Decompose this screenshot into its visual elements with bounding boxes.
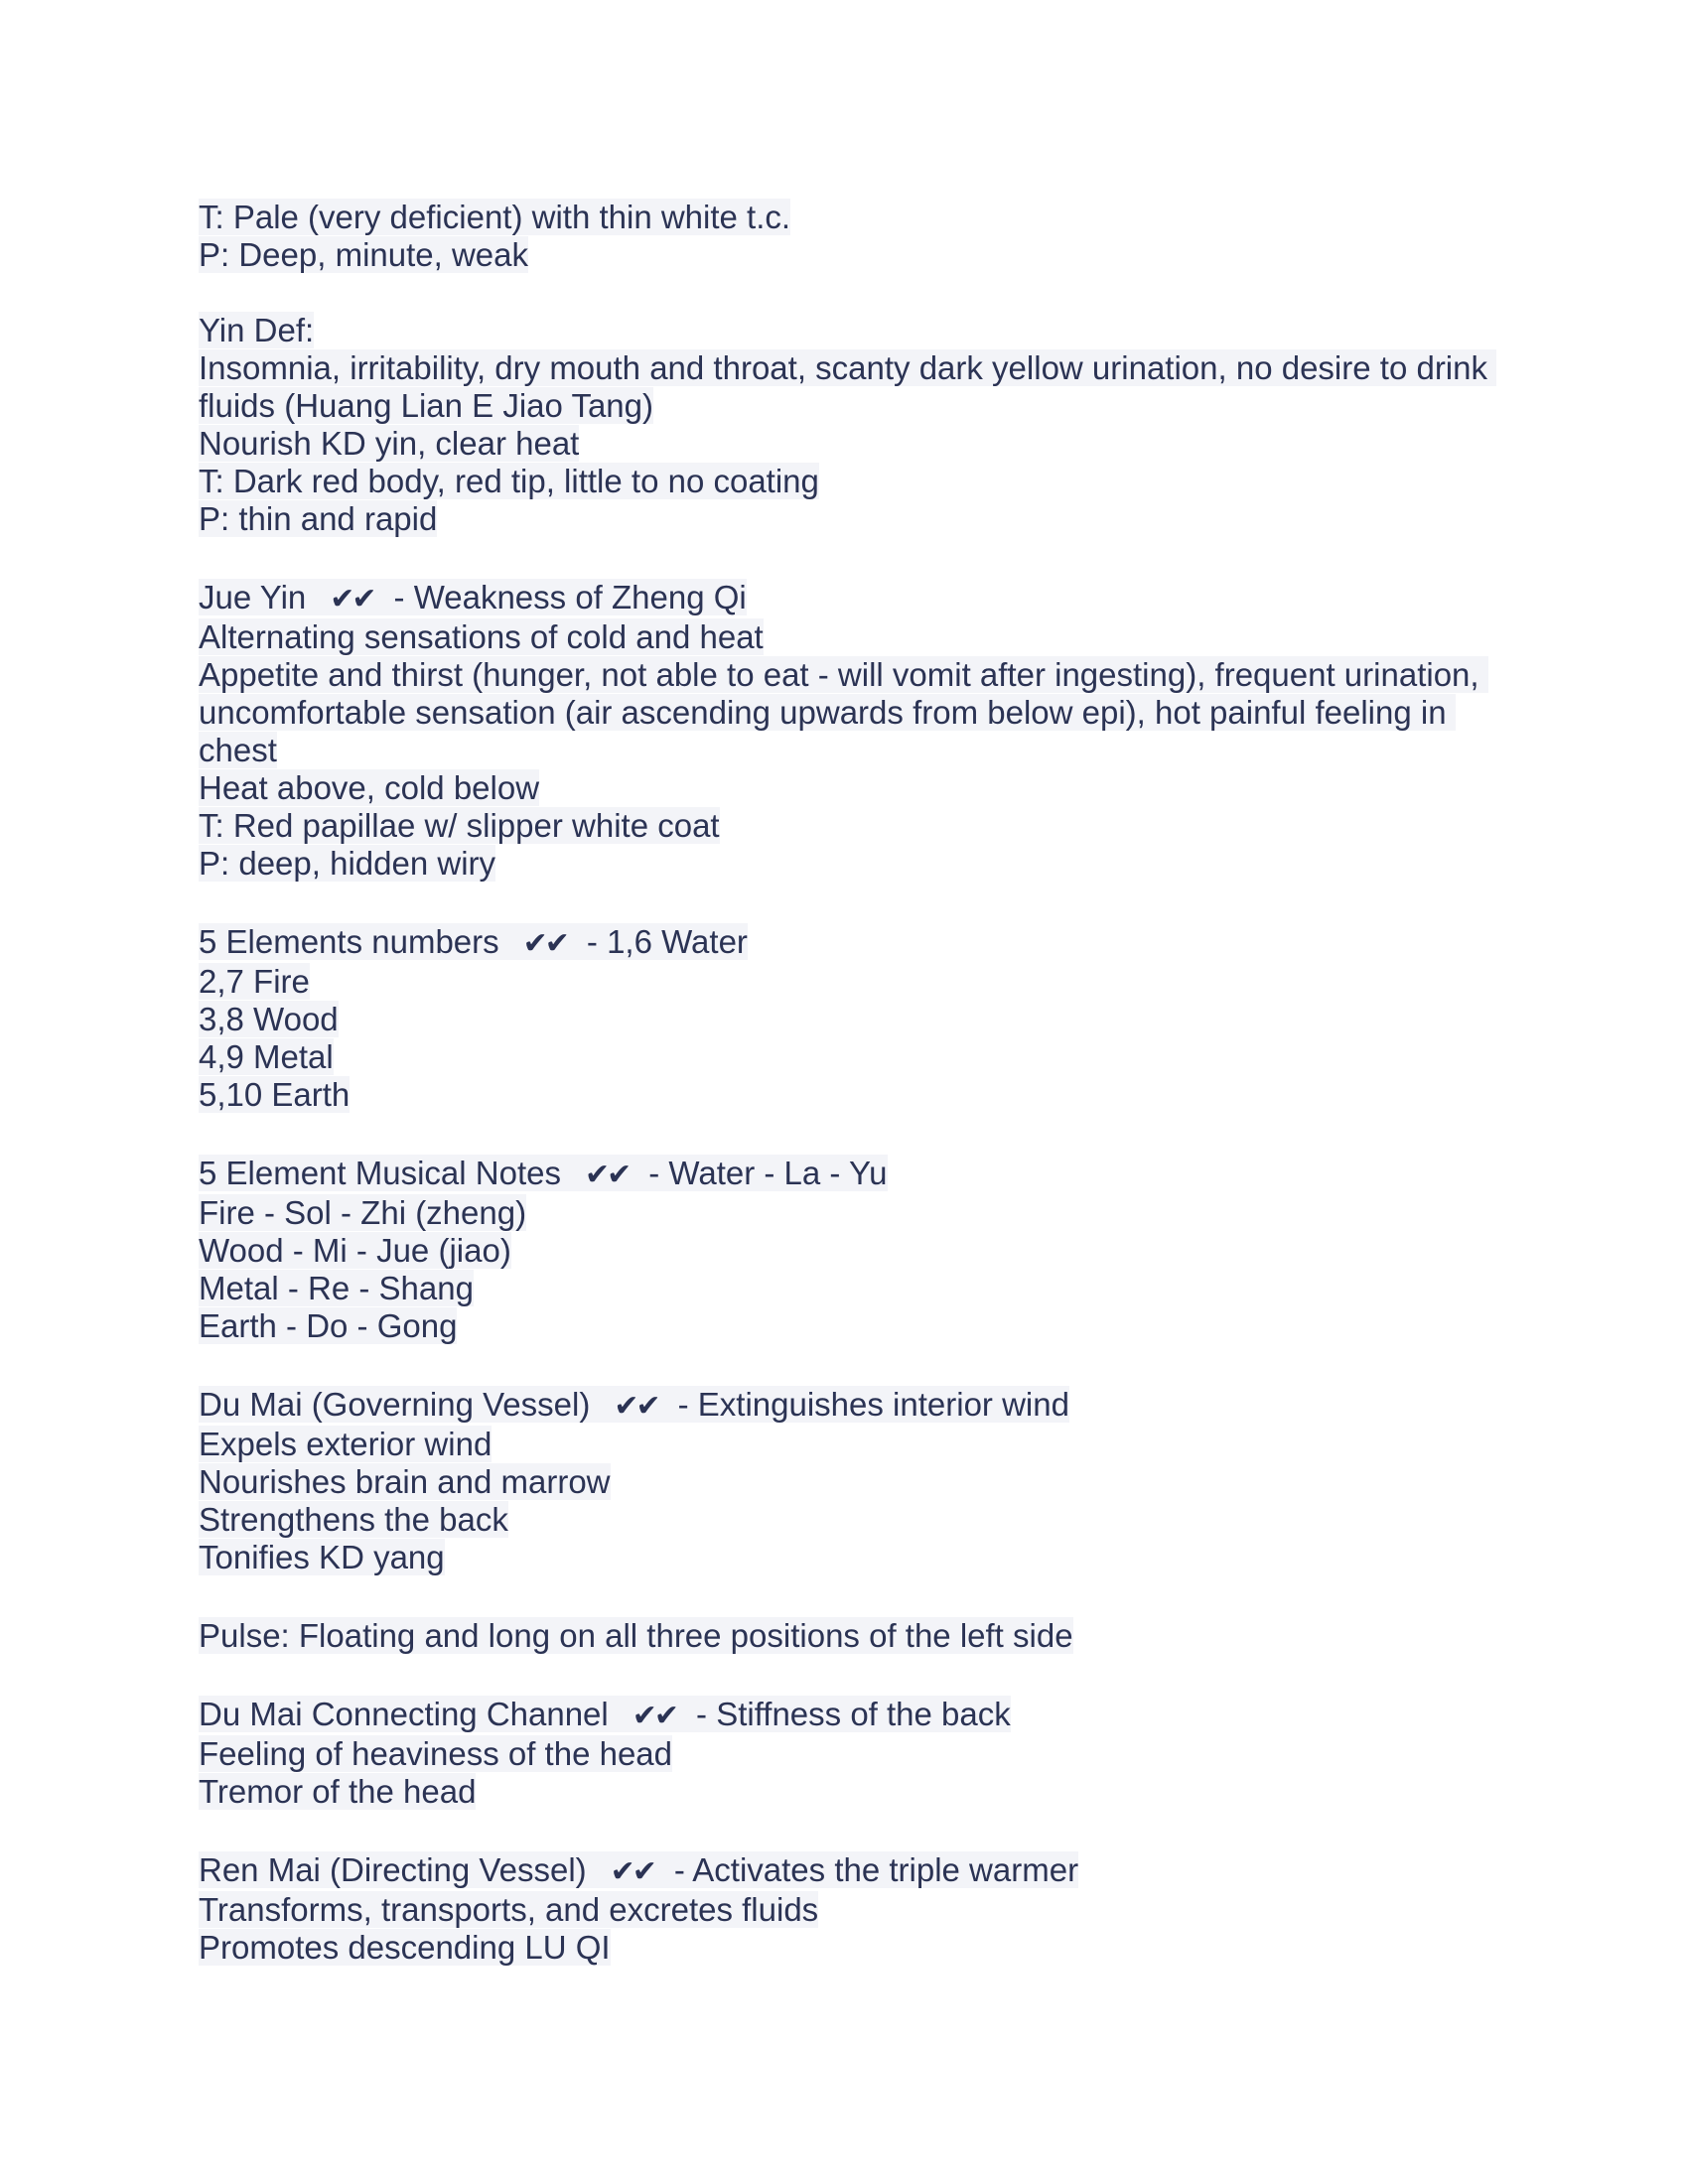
heading-line	[199, 1851, 1489, 1891]
text-line	[199, 463, 1489, 500]
text-line	[199, 1038, 1489, 1076]
spacer	[199, 1345, 1489, 1386]
five-notes-heading	[199, 1155, 888, 1191]
text-line	[199, 1307, 1489, 1345]
text-line	[199, 769, 1489, 807]
five-numbers-line-3: 4,9 Metal	[199, 1038, 334, 1075]
text-line	[199, 1194, 1489, 1232]
text-line	[199, 1891, 1489, 1929]
du-mai-line-2: Nourishes brain and marrow	[199, 1463, 611, 1500]
jue-yin-rest: - Weakness of Zheng Qi	[393, 579, 747, 615]
jue-yin-title: Jue Yin	[199, 579, 307, 615]
five-notes-line-3: Metal - Re - Shang	[199, 1270, 474, 1306]
document-body	[199, 199, 1497, 1967]
du-mai-conn-heading	[199, 1696, 1011, 1732]
du-mai-line-4: Tonifies KD yang	[199, 1539, 445, 1575]
text-line	[199, 807, 1489, 845]
jue-yin-line-5: P: deep, hidden wiry	[199, 845, 496, 882]
five-numbers-line-2: 3,8 Wood	[199, 1001, 339, 1037]
five-notes-title: 5 Element Musical Notes	[199, 1155, 561, 1191]
double-checkmark-icon: ✔✔	[584, 1158, 630, 1192]
section0-line-1: T: Pale (very deficient) with thin white t.c.	[199, 199, 791, 235]
spacer	[199, 274, 1489, 312]
five-numbers-rest: - 1,6 Water	[586, 923, 748, 960]
du-mai-line-1: Expels exterior wind	[199, 1426, 492, 1462]
five-numbers-line-4: 5,10 Earth	[199, 1076, 351, 1113]
text-line	[199, 1426, 1489, 1463]
du-mai-conn-line-1: Feeling of heaviness of the head	[199, 1735, 673, 1772]
yin-def-title: Yin Def:	[199, 312, 315, 348]
text-line	[199, 199, 1489, 236]
heading-line	[199, 1386, 1489, 1426]
five-notes-line-4: Earth - Do - Gong	[199, 1307, 458, 1344]
ren-mai-heading	[199, 1851, 1078, 1888]
spacer	[199, 1655, 1489, 1696]
yin-def-line-2: Nourish KD yin, clear heat	[199, 425, 580, 462]
text-line	[199, 425, 1489, 463]
du-mai-conn-line-2: Tremor of the head	[199, 1773, 477, 1810]
text-line	[199, 963, 1489, 1001]
yin-def-line-4: P: thin and rapid	[199, 500, 438, 537]
ren-mai-title: Ren Mai (Directing Vessel)	[199, 1851, 587, 1888]
pulse-line: Pulse: Floating and long on all three positions of the left side	[199, 1617, 1073, 1654]
section0-line-2: P: Deep, minute, weak	[199, 236, 528, 273]
five-notes-line-1: Fire - Sol - Zhi (zheng)	[199, 1194, 527, 1231]
heading-line	[199, 579, 1489, 618]
text-line	[199, 1929, 1489, 1967]
double-checkmark-icon: ✔✔	[614, 1389, 658, 1424]
five-numbers-title: 5 Elements numbers	[199, 923, 499, 960]
ren-mai-line-1: Transforms, transports, and excretes fluids	[199, 1891, 819, 1928]
double-checkmark-icon: ✔✔	[632, 1699, 677, 1733]
text-line	[199, 656, 1489, 769]
ren-mai-line-2: Promotes descending LU QI	[199, 1929, 611, 1966]
text-line	[199, 1001, 1489, 1038]
text-line	[199, 236, 1489, 274]
text-line	[199, 1617, 1489, 1655]
yin-def-line-3: T: Dark red body, red tip, little to no coating	[199, 463, 819, 499]
text-line	[199, 618, 1489, 656]
jue-yin-heading	[199, 579, 747, 615]
du-mai-conn-rest: - Stiffness of the back	[696, 1696, 1011, 1732]
double-checkmark-icon: ✔✔	[522, 926, 567, 961]
text-line	[199, 1076, 1489, 1114]
text-line	[199, 1463, 1489, 1501]
jue-yin-line-2: Appetite and thirst (hunger, not able to eat - will vomit after ingesting), frequent urination, uncomfortable sensation (air ascending upwards from below epi), hot painful feeling in chest	[199, 656, 1488, 768]
five-numbers-heading	[199, 923, 748, 960]
text-line	[199, 1773, 1489, 1811]
jue-yin-line-4: T: Red papillae w/ slipper white coat	[199, 807, 720, 844]
du-mai-line-3: Strengthens the back	[199, 1501, 508, 1538]
jue-yin-line-1: Alternating sensations of cold and heat	[199, 618, 764, 655]
double-checkmark-icon: ✔✔	[330, 582, 374, 616]
spacer	[199, 1114, 1489, 1155]
text-line	[199, 1501, 1489, 1539]
ren-mai-rest: - Activates the triple warmer	[673, 1851, 1079, 1888]
text-line	[199, 500, 1489, 538]
du-mai-conn-title: Du Mai Connecting Channel	[199, 1696, 609, 1732]
jue-yin-line-3: Heat above, cold below	[199, 769, 540, 806]
du-mai-title: Du Mai (Governing Vessel)	[199, 1386, 591, 1423]
spacer	[199, 1811, 1489, 1851]
five-notes-line-2: Wood - Mi - Jue (jiao)	[199, 1232, 511, 1269]
heading-line	[199, 1696, 1489, 1735]
spacer	[199, 883, 1489, 923]
double-checkmark-icon: ✔✔	[610, 1854, 654, 1889]
heading-line	[199, 1155, 1489, 1194]
heading-line	[199, 923, 1489, 963]
text-line	[199, 1270, 1489, 1307]
spacer	[199, 1576, 1489, 1617]
text-line	[199, 1539, 1489, 1576]
text-line	[199, 312, 1489, 349]
text-line	[199, 349, 1497, 425]
spacer	[199, 538, 1489, 579]
text-line	[199, 1735, 1489, 1773]
du-mai-heading	[199, 1386, 1069, 1423]
text-line	[199, 845, 1489, 883]
five-notes-rest: - Water - La - Yu	[648, 1155, 888, 1191]
five-numbers-line-1: 2,7 Fire	[199, 963, 310, 1000]
text-line	[199, 1232, 1489, 1270]
yin-def-line-1: Insomnia, irritability, dry mouth and throat, scanty dark yellow urination, no desire to drink fluids (Huang Lian E Jiao Tang)	[199, 349, 1497, 424]
du-mai-rest: - Extinguishes interior wind	[677, 1386, 1069, 1423]
